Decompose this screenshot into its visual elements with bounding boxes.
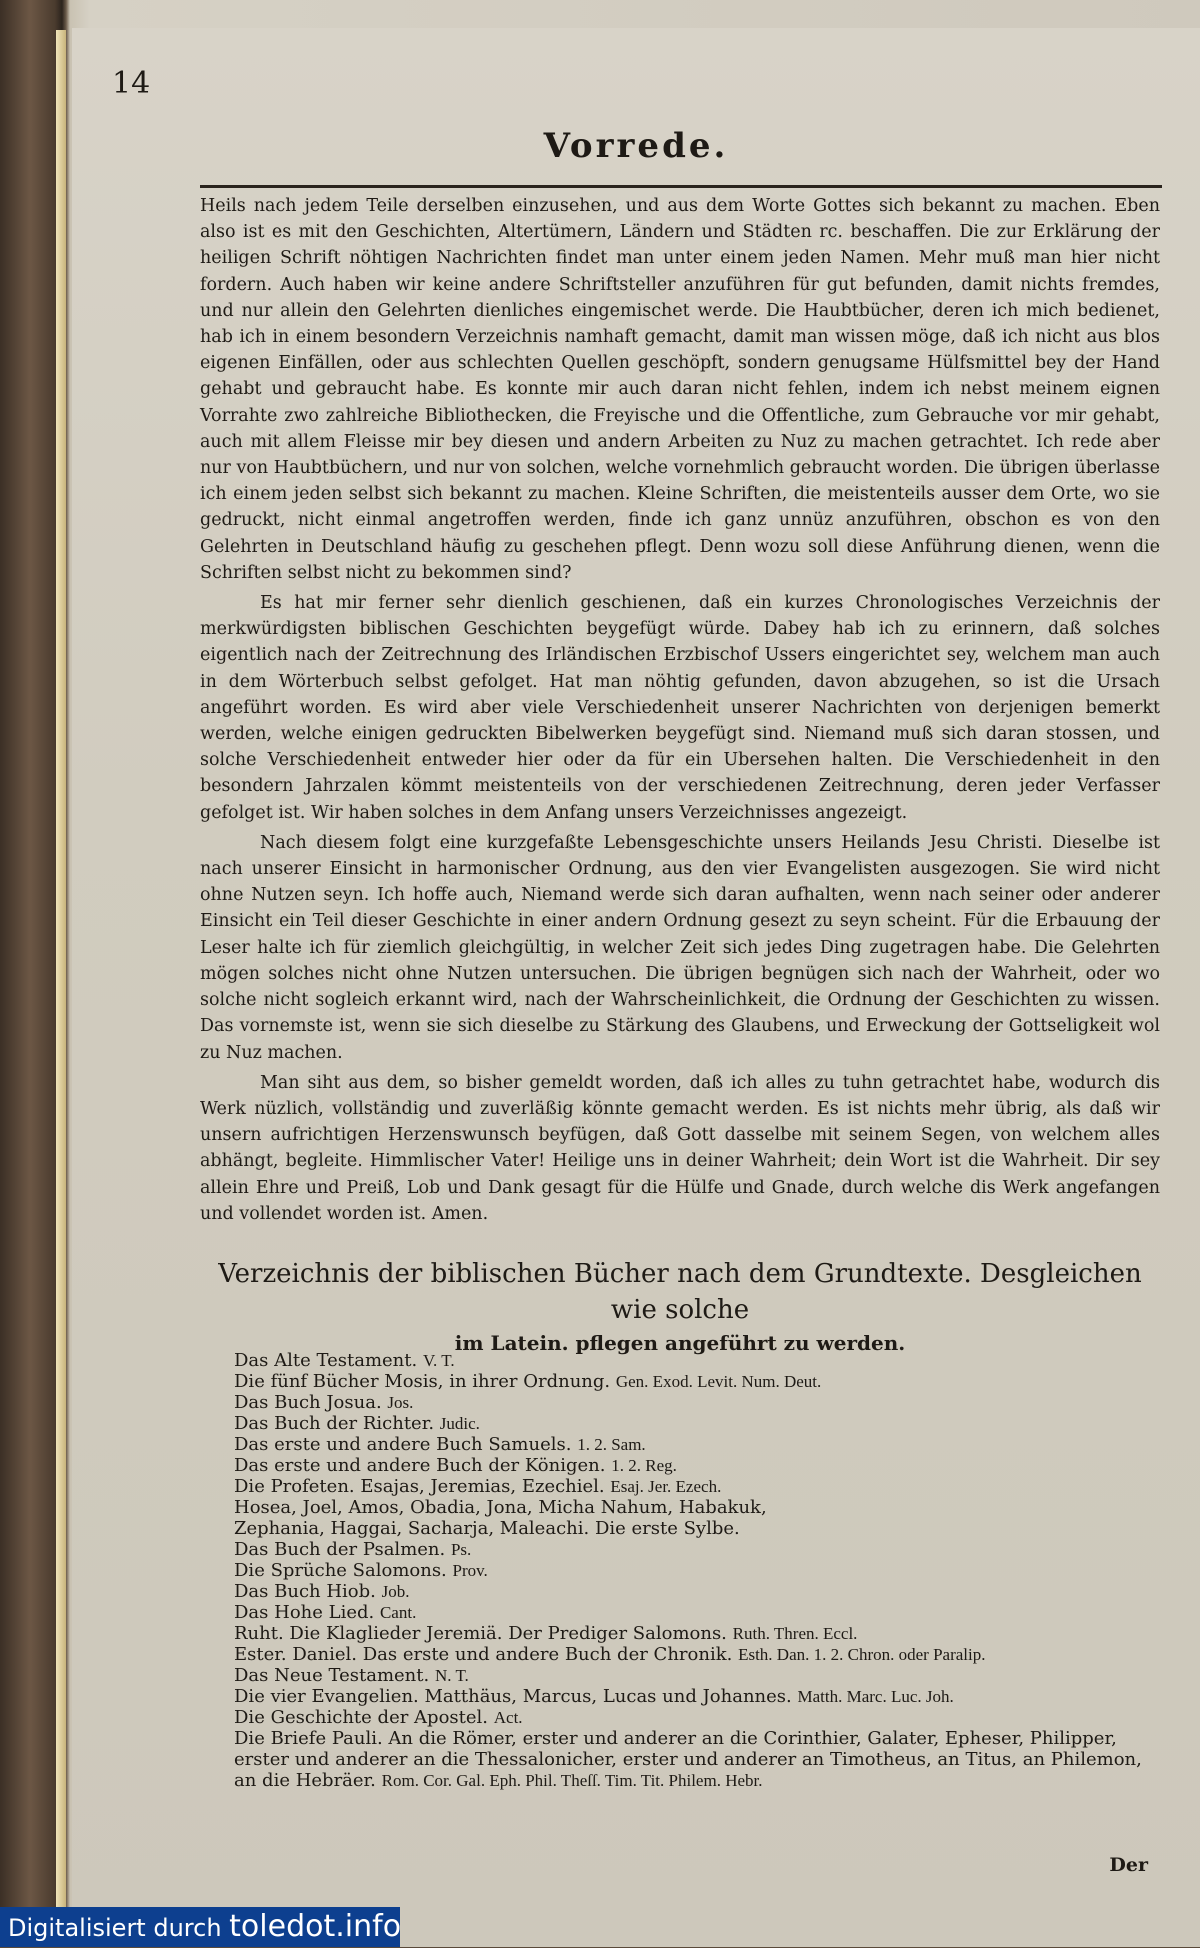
banner-site: toledot.info xyxy=(229,1909,402,1944)
catchword: Der xyxy=(1109,1854,1148,1876)
toc-entry xyxy=(234,1686,1160,1707)
toc-entry-german: Die Sprüche Salomons. xyxy=(234,1560,447,1581)
toc-entry-latin: Jos. xyxy=(387,1393,414,1412)
toc-entry-latin: N. T. xyxy=(434,1666,469,1685)
toc-entry-german: Zephania, Haggai, Sacharja, Maleachi. Die erste Sylbe. xyxy=(234,1518,740,1539)
paragraph: Man siht aus dem, so bisher gemeldt worden, daß ich alles zu tuhn getrachtet habe, wodurch dis Werk nüzlich, vollständig und zuverläßig könnte gemacht werden. Es ist nichts mehr übrig, als daß wir unsern aufrichtigen Herzenswunsch beyfügen, daß Gott dasselbe mit seinem Segen, von welchem alles abhängt, begleite. Himmlischer Vater! Heilige uns in deiner Wahrheit; dein Wort ist die Wahrheit. Dir sey allein Ehre und Preiß, Lob und Dank gesagt für die Hülfe und Gnade, durch welche dis Werk angefangen und vollendet worden ist. Amen. xyxy=(200,1072,1160,1224)
toc-entry-latin: Matth. Marc. Luc. Joh. xyxy=(797,1687,954,1706)
toc-entry-german: Die Profeten. Esajas, Jeremias, Ezechiel. xyxy=(234,1476,605,1497)
running-title: Vorrede. xyxy=(543,126,729,166)
toc-entry-german: Das Alte Testament. xyxy=(234,1350,418,1371)
toc-entry-german: Das Buch der Psalmen. xyxy=(234,1539,446,1560)
toc-entry-latin: Esaj. Jer. Ezech. xyxy=(610,1477,722,1496)
toc-entry-latin: Cant. xyxy=(379,1603,417,1622)
toc-entry-latin: Rom. Cor. Gal. Eph. Phil. Theſſ. Tim. Tit. Philem. Hebr. xyxy=(381,1771,763,1790)
toc-entry xyxy=(234,1455,1160,1476)
toc-entry xyxy=(234,1665,1160,1686)
toc-title-line2: im Latein. pflegen angeführt zu werden. xyxy=(454,1331,906,1355)
book-page xyxy=(72,28,1200,1947)
toc-entry-german: Hosea, Joel, Amos, Obadia, Jona, Micha Nahum, Habakuk, xyxy=(234,1497,767,1518)
toc-entry xyxy=(234,1476,1160,1497)
paragraph: Nach diesem folgt eine kurzgefaßte Lebensgeschichte unsers Heilands Jesu Christi. Dieselbe ist nach unserer Einsicht in harmonischer Ordnung, aus den vier Evangelisten ausgezogen. Sie wird nicht ohne Nutzen seyn. Ich hoffe auch, Niemand werde sich daran aufhalten, wenn nach seiner oder anderer Einsicht ein Teil dieser Geschichte in einer andern Ordnung gesezt zu seyn scheint. Für die Erbauung der Leser halte ich für ziemlich gleichgültig, in welcher Zeit sich jedes Ding zugetragen habe. Die Gelehrten mögen solches nicht ohne Nutzen untersuchen. Die übrigen begnügen sich nach der Wahrheit, oder wo solche nicht sogleich erkannt wird, nach der Wahrscheinlichkeit, die Ordnung der Geschichten zu wissen. Das vornemste ist, wenn sie sich dieselbe zu Stärkung des Glaubens, und Erweckung der Gottseligkeit wol zu Nuz machen. xyxy=(200,832,1160,1063)
toc-entry-german: Das Hohe Lied. xyxy=(234,1602,375,1623)
toc-entry xyxy=(234,1413,1160,1434)
toc-title-line1: Verzeichnis der biblischen Bücher nach dem Grundtexte. Desgleichen wie solche xyxy=(218,1259,1142,1325)
toc-entry-german: Ruht. Die Klaglieder Jeremiä. Der Prediger Salomons. xyxy=(234,1623,727,1644)
toc-entry xyxy=(234,1497,1160,1518)
toc-entry-german: Die Briefe Pauli. An die Römer, erster und anderer an die Corinthier, Galater, Epheser, Philipper, erster und anderer an die Thessalonicher, erster und anderer an Timotheus, an Titus, an Philemon, an die Hebräer. xyxy=(234,1728,1142,1791)
toc-entry-german: Ester. Daniel. Das erste und andere Buch der Chronik. xyxy=(234,1644,733,1665)
toc-entry xyxy=(234,1728,1160,1791)
toc-entry-latin: Esth. Dan. 1. 2. Chron. oder Paralip. xyxy=(738,1645,986,1664)
toc-entry-latin: Prov. xyxy=(452,1561,488,1580)
page-edge xyxy=(56,30,66,1930)
toc-heading xyxy=(200,1256,1160,1358)
toc-entry xyxy=(234,1560,1160,1581)
toc-entry xyxy=(234,1623,1160,1644)
toc-entry-latin: Gen. Exod. Levit. Num. Deut. xyxy=(615,1372,822,1391)
paragraph: Es hat mir ferner sehr dienlich geschienen, daß ein kurzes Chronologisches Verzeichnis der merkwürdigsten biblischen Geschichten beygefügt würde. Dabey hab ich zu erinnern, daß solches eigentlich nach der Zeitrechnung des Irländischen Erzbischof Ussers eingerichtet sey, welchem man auch in dem Wörterbuch selbst gefolget. Hat man nöhtig gefunden, davon abzugehen, so ist die Ursach angeführt worden. Es wird aber viele Verschiedenheit unserer Nachrichten von derjenigen bemerkt werden, welche einigen gedruckten Bibelwerken beygefügt sind. Niemand muß sich daran stossen, und solche Verschiedenheit entweder hier oder da für ein Ubersehen halten. Die Verschiedenheit in den besondern Jahrzalen kömmt meistenteils von der verschiedenen Zeitrechnung, deren jeder Verfasser gefolget ist. Wir haben solches in dem Anfang unsers Verzeichnisses angezeigt. xyxy=(200,593,1160,823)
toc-entry xyxy=(234,1581,1160,1602)
toc-entry xyxy=(234,1644,1160,1665)
toc-entry-latin: V. T. xyxy=(422,1351,455,1370)
toc-entry-latin: Job. xyxy=(381,1582,410,1601)
digitized-banner xyxy=(0,1907,400,1947)
toc-entry-german: Das erste und andere Buch der Königen. xyxy=(234,1455,606,1476)
toc-entry-german: Das Buch Josua. xyxy=(234,1392,382,1413)
toc-entry-german: Das Neue Testament. xyxy=(234,1665,430,1686)
page-number: 14 xyxy=(112,66,151,101)
toc-entry-german: Die Geschichte der Apostel. xyxy=(234,1707,489,1728)
header-rule xyxy=(200,185,1162,188)
toc-entry-latin: Ruth. Thren. Eccl. xyxy=(732,1624,858,1643)
toc-entry-german: Die vier Evangelien. Matthäus, Marcus, Lucas und Johannes. xyxy=(234,1686,792,1707)
toc-entry xyxy=(234,1392,1160,1413)
toc-entry-latin: Act. xyxy=(493,1708,523,1727)
book-list xyxy=(234,1350,1160,1791)
toc-entry xyxy=(234,1602,1160,1623)
toc-entry-latin: 1. 2. Reg. xyxy=(611,1456,677,1475)
toc-entry-german: Das Buch Hiob. xyxy=(234,1581,376,1602)
toc-entry-latin: 1. 2. Sam. xyxy=(577,1435,646,1454)
toc-entry-latin: Ps. xyxy=(450,1540,472,1559)
paragraph: Heils nach jedem Teile derselben einzusehen, und aus dem Worte Gottes sich bekannt zu machen. Eben also ist es mit den Geschichten, Altertümern, Ländern und Städten rc. beschaffen. Die zur Erklärung der heiligen Schrift nöhtigen Nachrichten findet man unter einem jeden Namen. Mehr muß man hier nicht fordern. Auch haben wir keine andere Schriftsteller anzuführen für gut befunden, damit nichts fremdes, und nur allein den Gelehrten dienliches eingemischet werde. Die Haubtbücher, deren ich mich bedienet, hab ich in einem besondern Verzeichnis namhaft gemacht, damit man wissen möge, daß ich nicht aus blos eigenen Einfällen, oder aus schlechten Quellen geschöpft, sondern genugsame Hülfsmittel bey der Hand gehabt und gebraucht habe. Es konnte mir auch daran nicht fehlen, indem ich nebst meinem eignen Vorrahte zwo zahlreiche Bibliothecken, die Freyische und die Offentliche, zum Gebrauche vor mir gehabt, auch mit allem Fleisse mir bey diesen und andern Arbeiten zu Nuz zu machen getrachtet. Ich rede aber nur von Haubtbüchern, und nur von solchen, welche vornehmlich gebraucht worden. Die übrigen überlasse ich einem jeden selbst sich bekannt zu machen. Kleine Schriften, die meistenteils ausser dem Orte, wo sie gedruckt, nicht einmal angetroffen werden, finde ich ganz unnüz anzuführen, obschon es von den Gelehrten in Deutschland häufig zu geschehen pflegt. Denn wozu soll diese Anführung dienen, wenn die Schriften selbst nicht zu bekommen sind? xyxy=(200,196,1160,583)
toc-entry xyxy=(234,1518,1160,1539)
toc-entry-latin: Judic. xyxy=(439,1414,480,1433)
toc-entry-german: Das Buch der Richter. xyxy=(234,1413,435,1434)
toc-entry-german: Die fünf Bücher Mosis, in ihrer Ordnung. xyxy=(234,1371,611,1392)
preface-body xyxy=(200,193,1160,1231)
toc-entry xyxy=(234,1707,1160,1728)
toc-entry-german: Das erste und andere Buch Samuels. xyxy=(234,1434,572,1455)
toc-entry xyxy=(234,1371,1160,1392)
toc-entry xyxy=(234,1350,1160,1371)
toc-entry xyxy=(234,1539,1160,1560)
toc-entry xyxy=(234,1434,1160,1455)
banner-prefix: Digitalisiert durch xyxy=(8,1914,230,1942)
